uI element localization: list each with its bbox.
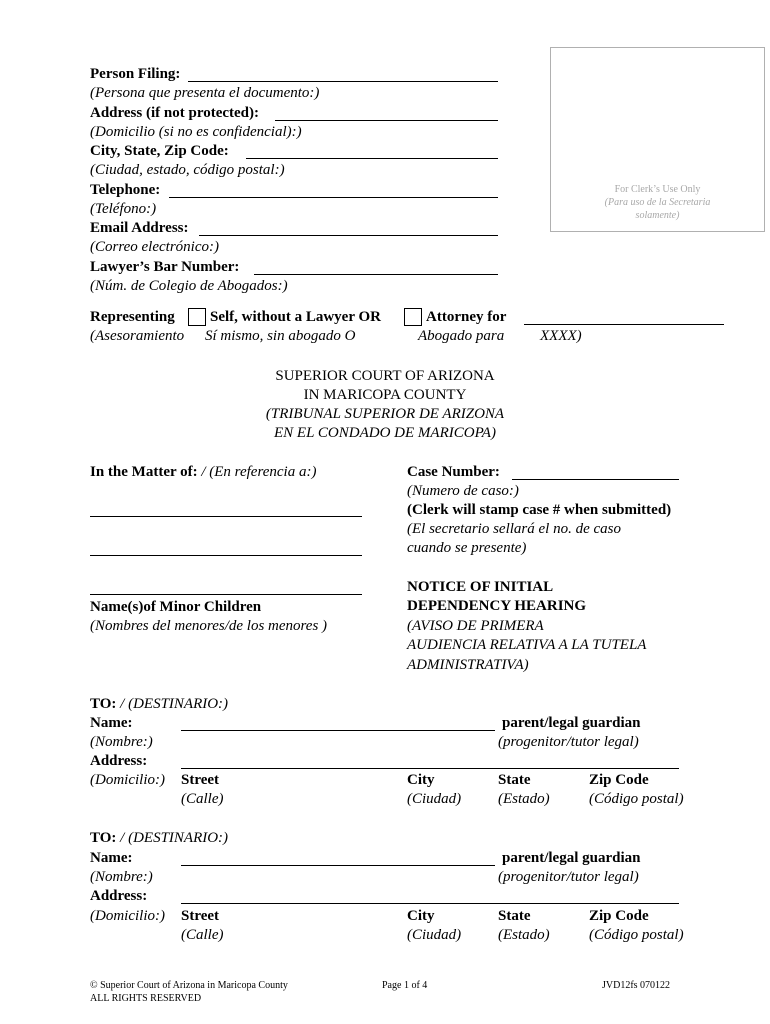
city-label: City [407, 908, 435, 924]
guardian-label-es: (progenitor/tutor legal) [498, 869, 639, 885]
street-label-es: (Calle) [181, 791, 224, 807]
recipient-address-label: Address: [90, 753, 148, 769]
attorney-for-field[interactable] [524, 324, 724, 325]
case-number-label: Case Number: [407, 464, 500, 480]
matter-label: In the Matter of: [90, 464, 198, 480]
notice-title-line2: DEPENDENCY HEARING [407, 598, 587, 614]
zip-label-es: (Código postal) [589, 927, 684, 943]
minor-children-label: Name(s)of Minor Children [90, 599, 262, 615]
attorney-placeholder-es: XXXX) [540, 328, 582, 344]
to-label-es: / (DESTINARIO:) [116, 830, 229, 846]
court-title-line4: EN EL CONDADO DE MARICOPA) [274, 425, 496, 441]
email-label: Email Address: [90, 220, 189, 236]
city-state-zip-label: City, State, Zip Code: [90, 143, 229, 159]
notice-title-line3: (AVISO DE PRIMERA [407, 618, 544, 634]
clerk-box-line1: For Clerk’s Use Only [614, 184, 701, 195]
street-label: Street [181, 908, 220, 924]
footer-rights: ALL RIGHTS RESERVED [90, 993, 202, 1004]
case-number-field[interactable] [512, 479, 679, 480]
to-label: TO: [90, 830, 117, 846]
clerk-use-box [550, 47, 765, 232]
matter-name-field-1[interactable] [90, 516, 362, 517]
representing-label: Representing [90, 309, 175, 325]
email-label-es: (Correo electrónico:) [90, 239, 219, 255]
to-label-row-1 [90, 695, 228, 714]
attorney-label: Attorney for [426, 309, 507, 325]
self-label: Self, without a Lawyer OR [210, 309, 381, 325]
self-label-es: Sí mismo, sin abogado O [205, 328, 356, 344]
to-label-es: / (DESTINARIO:) [116, 696, 229, 712]
court-title-line3: (TRIBUNAL SUPERIOR DE ARIZONA [265, 406, 505, 422]
footer-copyright: © Superior Court of Arizona in Maricopa County [90, 980, 288, 991]
bar-number-field[interactable] [254, 274, 498, 275]
zip-label: Zip Code [589, 908, 649, 924]
recipient-name-label-es: (Nombre:) [90, 734, 153, 750]
street-label-es: (Calle) [181, 927, 224, 943]
bar-number-label: Lawyer’s Bar Number: [90, 259, 240, 275]
recipient-address-label-es: (Domicilio:) [90, 772, 165, 788]
zip-label: Zip Code [589, 772, 649, 788]
city-state-zip-label-es: (Ciudad, estado, código postal:) [90, 162, 285, 178]
address-label: Address (if not protected): [90, 105, 260, 121]
guardian-label-es: (progenitor/tutor legal) [498, 734, 639, 750]
recipient-address-field-2[interactable] [181, 903, 679, 904]
to-label-row-2 [90, 829, 228, 848]
person-filing-label: Person Filing: [90, 66, 181, 82]
city-label-es: (Ciudad) [407, 791, 462, 807]
city-state-zip-field[interactable] [246, 158, 498, 159]
telephone-label-es: (Teléfono:) [90, 201, 157, 217]
self-checkbox[interactable] [188, 308, 206, 326]
attorney-checkbox[interactable] [404, 308, 422, 326]
minor-children-label-es: (Nombres del menores/de los menores ) [90, 618, 328, 634]
case-number-label-es: (Numero de caso:) [407, 483, 519, 499]
notice-title-line5: ADMINISTRATIVA) [407, 657, 529, 673]
zip-label-es: (Código postal) [589, 791, 684, 807]
state-label-es: (Estado) [498, 791, 550, 807]
court-title-line2: IN MARICOPA COUNTY [303, 387, 467, 403]
guardian-label: parent/legal guardian [502, 850, 641, 866]
bar-number-label-es: (Núm. de Colegio de Abogados:) [90, 278, 288, 294]
clerk-box-line3: solamente) [635, 210, 680, 221]
state-label: State [498, 908, 531, 924]
email-field[interactable] [199, 235, 498, 236]
clerk-stamp-note: (Clerk will stamp case # when submitted) [407, 502, 672, 518]
clerk-stamp-note-es2: cuando se presente) [407, 540, 527, 556]
address-label-es: (Domicilio (si no es confidencial):) [90, 124, 302, 140]
notice-title-line1: NOTICE OF INITIAL [407, 579, 554, 595]
recipient-name-field-1[interactable] [181, 730, 495, 731]
clerk-box-line2: (Para uso de la Secretaria [604, 197, 711, 208]
attorney-label-es: Abogado para [418, 328, 505, 344]
state-label: State [498, 772, 531, 788]
clerk-stamp-note-es1: (El secretario sellará el no. de caso [407, 521, 621, 537]
city-label: City [407, 772, 435, 788]
matter-name-field-2[interactable] [90, 555, 362, 556]
court-title-line1: SUPERIOR COURT OF ARIZONA [275, 368, 495, 384]
matter-name-field-3[interactable] [90, 594, 362, 595]
recipient-address-label-es: (Domicilio:) [90, 908, 165, 924]
recipient-name-label-es: (Nombre:) [90, 869, 153, 885]
footer-page-number: Page 1 of 4 [382, 980, 428, 991]
recipient-address-field-1[interactable] [181, 768, 679, 769]
recipient-name-label: Name: [90, 850, 133, 866]
person-filing-field[interactable] [188, 81, 498, 82]
state-label-es: (Estado) [498, 927, 550, 943]
address-field[interactable] [275, 120, 498, 121]
representing-label-es: (Asesoramiento [90, 328, 185, 344]
matter-label-es: / (En referencia a:) [197, 464, 317, 480]
person-filing-label-es: (Persona que presenta el documento:) [90, 85, 320, 101]
guardian-label: parent/legal guardian [502, 715, 641, 731]
to-label: TO: [90, 696, 117, 712]
city-label-es: (Ciudad) [407, 927, 462, 943]
street-label: Street [181, 772, 220, 788]
footer-form-id: JVD12fs 070122 [602, 980, 671, 991]
recipient-name-field-2[interactable] [181, 865, 495, 866]
telephone-field[interactable] [169, 197, 498, 198]
notice-title-line4: AUDIENCIA RELATIVA A LA TUTELA [407, 637, 647, 653]
matter-label-row [90, 463, 316, 482]
recipient-name-label: Name: [90, 715, 133, 731]
telephone-label: Telephone: [90, 182, 161, 198]
recipient-address-label: Address: [90, 888, 148, 904]
